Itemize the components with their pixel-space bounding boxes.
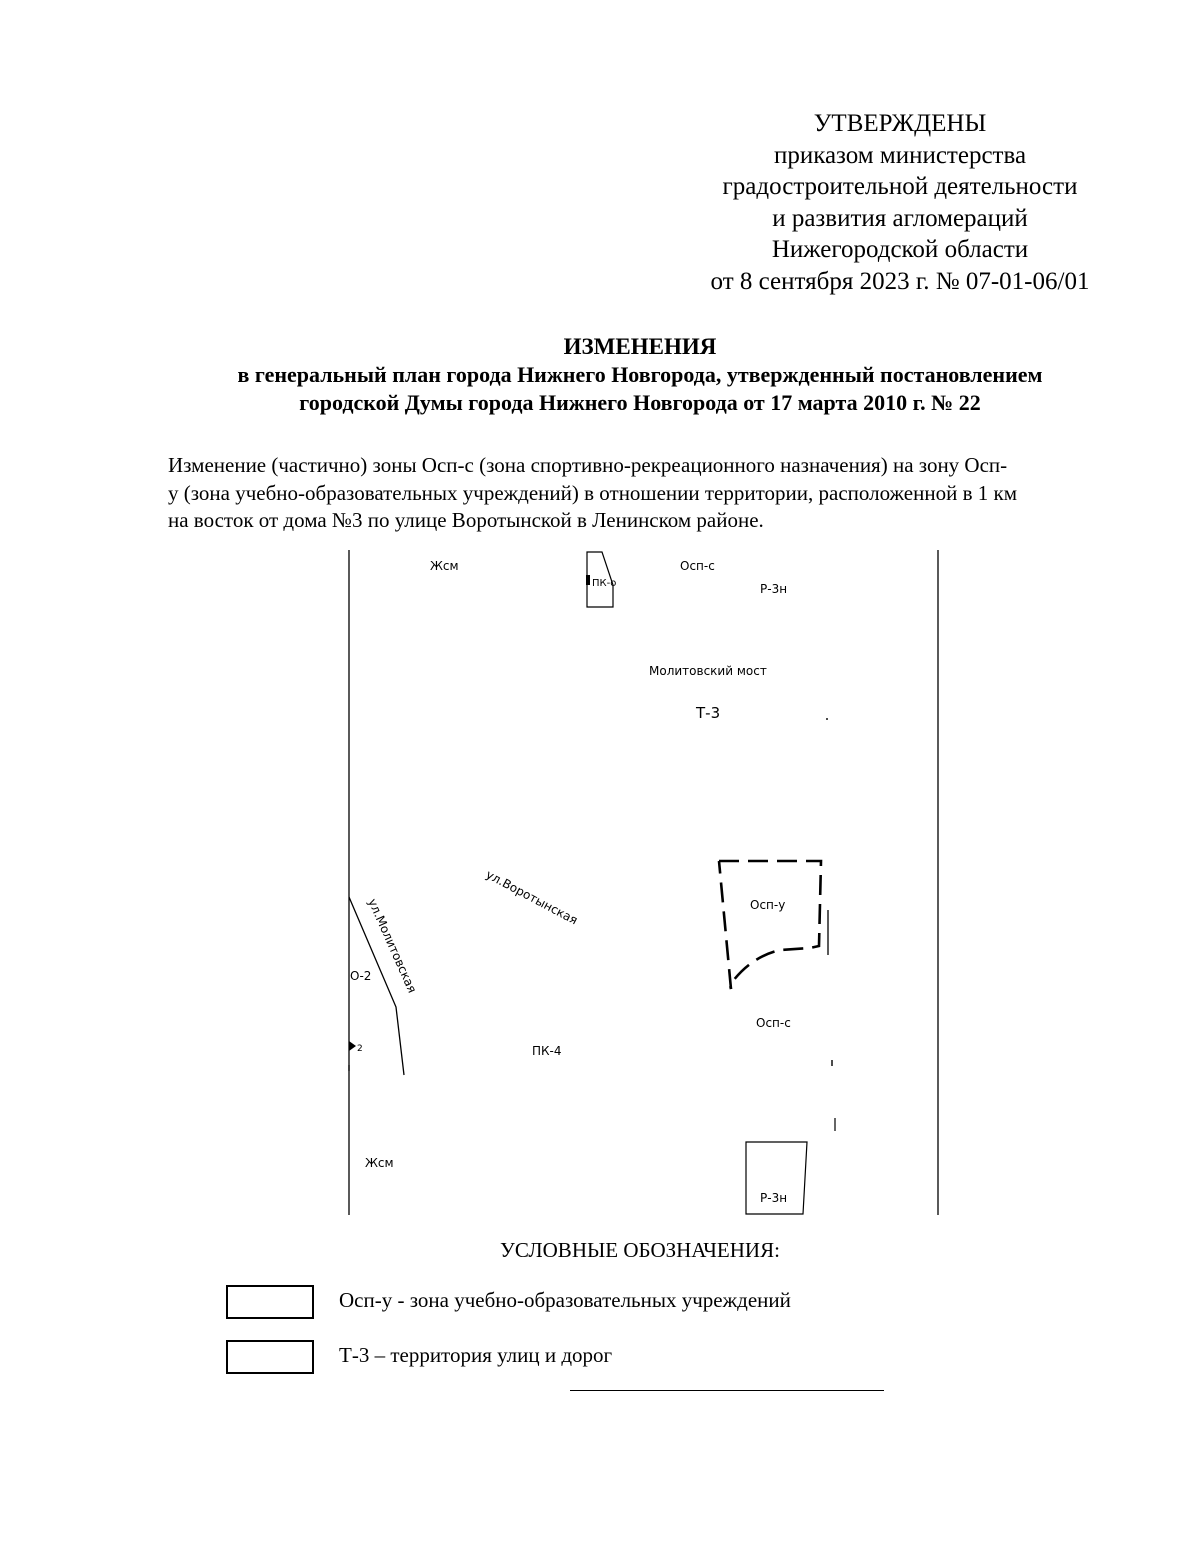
legend-title: УСЛОВНЫЕ ОБОЗНАЧЕНИЯ: bbox=[500, 1238, 780, 1262]
zone-label-osps-bottom: Осп-с bbox=[756, 1016, 791, 1030]
o2-marker bbox=[349, 1041, 356, 1051]
title-line: в генеральный план города Нижнего Новгорода, утвержденный постановлением bbox=[237, 362, 1043, 387]
change-description bbox=[168, 452, 1128, 535]
legend-swatch bbox=[226, 1285, 314, 1319]
description-line: у (зона учебно-образовательных учреждений) в отношении территории, расположенной в 1 км bbox=[168, 480, 1017, 505]
bridge-label: Молитовский мост bbox=[649, 664, 767, 678]
zone-label-zhsm-bottom: Жсм bbox=[365, 1156, 394, 1170]
zone-label-o2-small: 2 bbox=[357, 1044, 363, 1054]
ospu-boundary-dashed-left bbox=[719, 861, 731, 989]
zoning-map bbox=[330, 545, 950, 1217]
zone-label-pko: ПК-о bbox=[592, 578, 617, 589]
approval-line: Нижегородской области bbox=[771, 236, 1029, 263]
zone-label-pk4: ПК-4 bbox=[532, 1044, 562, 1058]
street-label-molitovskaya: ул.Молитовская bbox=[365, 896, 420, 996]
zone-label-t3: Т-3 bbox=[696, 704, 721, 722]
zone-label-o2: О-2 bbox=[350, 969, 372, 983]
ospu-boundary-dashed bbox=[719, 861, 821, 989]
title-main: ИЗМЕНЕНИЯ bbox=[563, 334, 717, 359]
map-drawing bbox=[330, 545, 950, 1217]
legend-label: Т-3 – территория улиц и дорог bbox=[339, 1343, 613, 1367]
approval-heading: УТВЕРЖДЕНЫ bbox=[813, 110, 987, 137]
parcel-pko-marker bbox=[586, 575, 590, 585]
document-title bbox=[60, 333, 1200, 417]
legend-swatch bbox=[226, 1340, 314, 1374]
zone-label-osps-top: Осп-с bbox=[680, 559, 715, 573]
description-line: на восток от дома №3 по улице Воротынской в Ленинском районе. bbox=[168, 508, 764, 532]
legend-label: Осп-у - зона учебно-образовательных учреждений bbox=[339, 1288, 791, 1312]
description-line: Изменение (частично) зоны Осп-с (зона спортивно-рекреационного назначения) на зону Осп- bbox=[168, 453, 1008, 477]
zone-label-ospu: Осп-у bbox=[750, 898, 786, 912]
zone-label-r3n-top: Р-3н bbox=[760, 582, 788, 596]
signature-line bbox=[570, 1390, 884, 1391]
approval-line: и развития агломераций bbox=[772, 204, 1028, 232]
approval-block bbox=[640, 108, 1160, 297]
approval-line: приказом министерства bbox=[773, 141, 1027, 169]
approval-line: градостроительной деятельности bbox=[722, 173, 1078, 200]
zone-label-r3n-bottom: Р-3н bbox=[760, 1191, 788, 1205]
street-label-vorotynskaya: ул.Воротынская bbox=[483, 867, 581, 928]
title-line: городской Думы города Нижнего Новгорода от 17 марта 2010 г. № 22 bbox=[299, 390, 981, 415]
approval-date-number: от 8 сентября 2023 г. № 07-01-06/01 bbox=[710, 267, 1090, 295]
zone-label-zhsm-top: Жсм bbox=[430, 559, 459, 573]
